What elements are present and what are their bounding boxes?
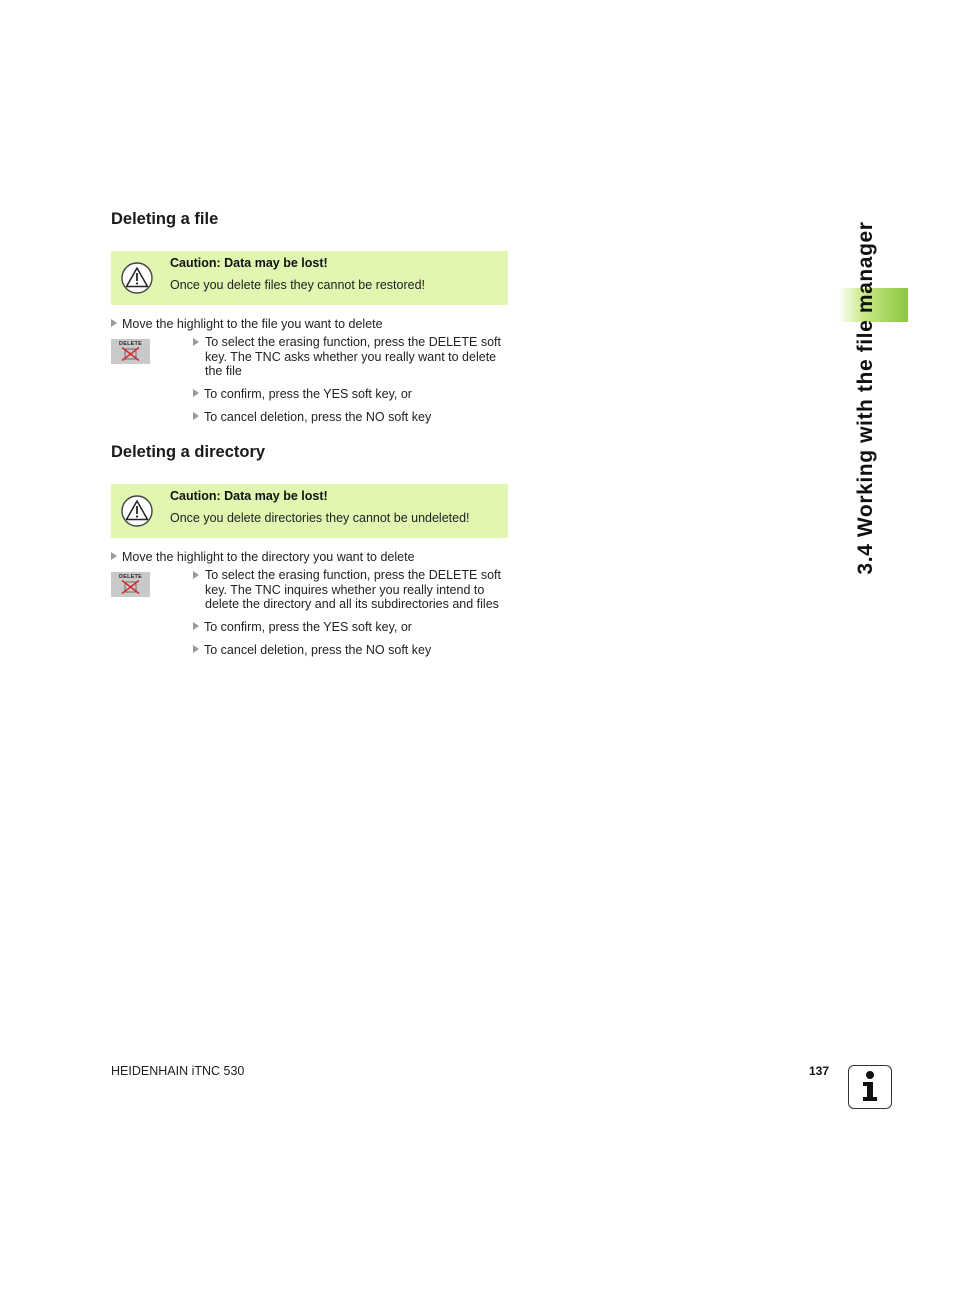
- bullet-arrow-icon: [111, 552, 117, 560]
- bullet-arrow-icon: [193, 338, 199, 346]
- substep-cancel-directory: [193, 643, 431, 658]
- substep-confirm-file: [193, 387, 412, 402]
- caution-text: Once you delete files they cannot be restored!: [170, 278, 426, 292]
- substep-select-erase-file: [193, 335, 513, 379]
- substep-text: To select the erasing function, press the DELETE soft key. The TNC asks whether you really want to delete the file: [205, 335, 501, 378]
- substep-text: To confirm, press the YES soft key, or: [204, 620, 412, 634]
- substep-select-erase-directory: [193, 568, 513, 612]
- bullet-arrow-icon: [193, 389, 199, 397]
- caution-triangle-icon: [121, 495, 153, 527]
- bullet-arrow-icon: [111, 319, 117, 327]
- bullet-arrow-icon: [193, 412, 199, 420]
- caution-box-file: [111, 251, 508, 305]
- substep-text: To cancel deletion, press the NO soft key: [204, 410, 432, 424]
- info-icon: [848, 1065, 892, 1109]
- caution-title: Caution: Data may be lost!: [170, 256, 328, 270]
- page-number: 137: [809, 1064, 830, 1078]
- delete-softkey-icon: [121, 347, 140, 361]
- step-move-highlight-file: [111, 317, 383, 332]
- step-move-highlight-directory: [111, 550, 415, 565]
- footer-product: HEIDENHAIN iTNC 530: [111, 1064, 245, 1078]
- step-text: Move the highlight to the directory you want to delete: [122, 550, 415, 564]
- delete-softkey-file: [111, 339, 150, 364]
- softkey-label: DELETE: [119, 574, 142, 580]
- delete-softkey-icon: [121, 580, 140, 594]
- substep-confirm-directory: [193, 620, 412, 635]
- caution-box-directory: [111, 484, 508, 538]
- step-text: Move the highlight to the file you want to delete: [122, 317, 383, 331]
- caution-title: Caution: Data may be lost!: [170, 489, 328, 503]
- delete-softkey-directory: [111, 572, 150, 597]
- bullet-arrow-icon: [193, 645, 199, 653]
- caution-triangle-icon: [121, 262, 153, 294]
- chapter-side-title: 3.4 Working with the file manager: [854, 221, 877, 575]
- bullet-arrow-icon: [193, 622, 199, 630]
- substep-text: To confirm, press the YES soft key, or: [204, 387, 412, 401]
- caution-text: Once you delete directories they cannot be undeleted!: [170, 511, 470, 525]
- bullet-arrow-icon: [193, 571, 199, 579]
- section-heading-deleting-directory: Deleting a directory: [111, 443, 266, 461]
- substep-text: To select the erasing function, press the DELETE soft key. The TNC inquires whether you really intend to delete the directory and all its subdirectories and files: [205, 568, 501, 611]
- section-heading-deleting-file: Deleting a file: [111, 210, 219, 228]
- softkey-label: DELETE: [119, 341, 142, 347]
- substep-text: To cancel deletion, press the NO soft key: [204, 643, 432, 657]
- substep-cancel-file: [193, 410, 431, 425]
